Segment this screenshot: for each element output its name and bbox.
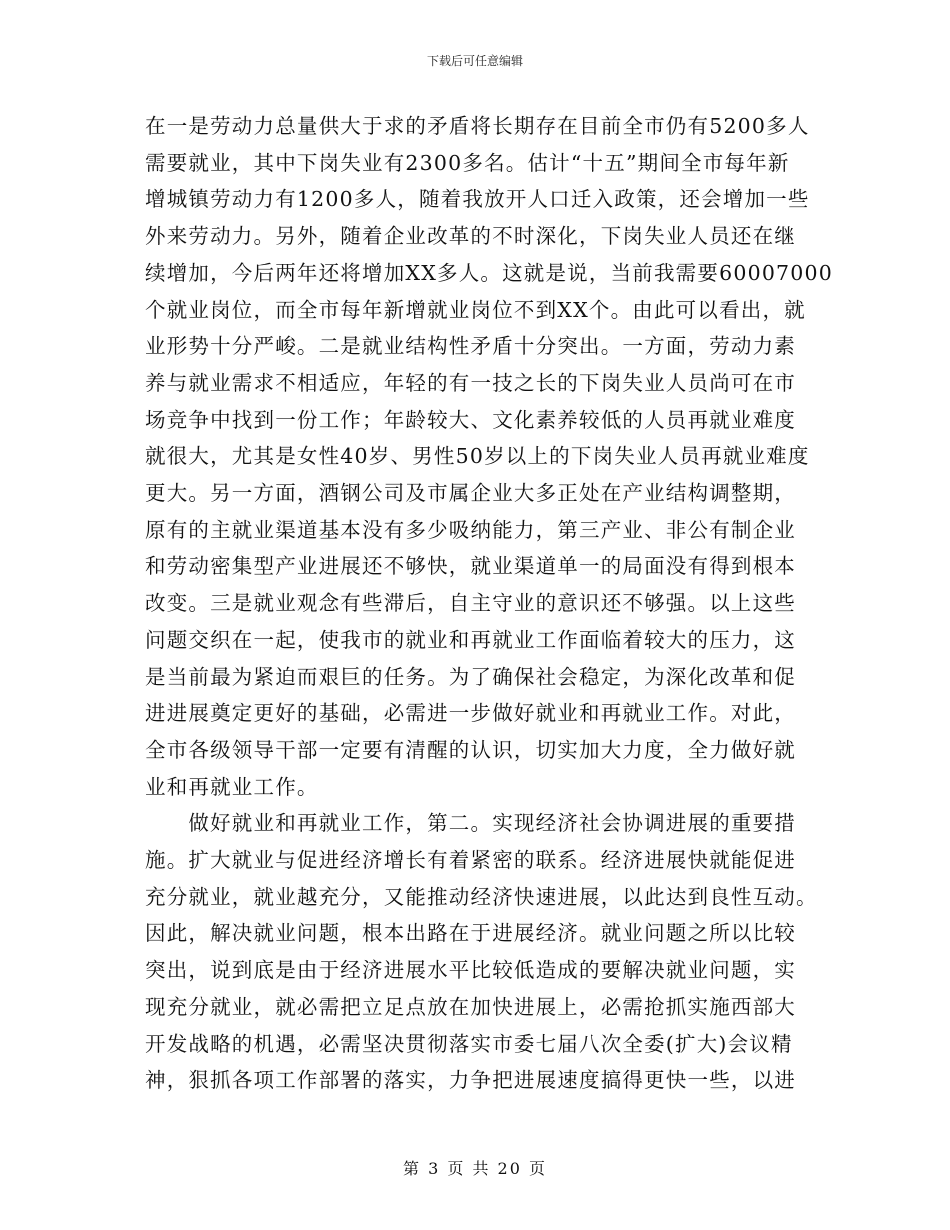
text-line: 问题交织在一起，使我市的就业和再就业工作面临着较大的压力，这	[145, 627, 796, 652]
text-line: 改变。三是就业观念有些滞后，自主守业的意识还不够强。以上这些	[145, 591, 796, 616]
text-line: 在一是劳动力总量供大于求的矛盾将长期存在目前全市仍有5200多人	[145, 114, 810, 138]
text-line: 开发战略的机遇，必需坚决贯彻落实市委七届八次全委(扩大)会议精	[145, 1031, 793, 1056]
text-line: 续增加，今后两年还将增加XX多人。这就是说，当前我需要60007000	[145, 260, 834, 285]
text-line: 个就业岗位，而全市每年新增就业岗位不到XX个。由此可以看出，就	[145, 297, 806, 322]
text-line: 突出，说到底是由于经济进展水平比较低造成的要解决就业问题，实	[145, 958, 796, 983]
page-header: 下载后可任意编辑	[426, 54, 523, 68]
text-line: 业和再就业工作。	[145, 774, 319, 799]
text-line: 全市各级领导干部一定要有清醒的认识，切实加大力度，全力做好就	[145, 737, 796, 762]
text-line: 进进展奠定更好的基础，必需进一步做好就业和再就业工作。对此，	[145, 701, 796, 726]
text-line: 增城镇劳动力有1200多人，随着我放开人口迁入政策，还会增加一些	[145, 187, 810, 212]
text-line: 因此，解决就业问题，根本出路在于进展经济。就业问题之所以比较	[145, 921, 796, 946]
text-line: 就很大，尤其是女性40岁、男性50岁以上的下岗失业人员再就业难度	[145, 444, 810, 469]
text-line: 现充分就业，就必需把立足点放在加快进展上，必需抢抓实施西部大	[145, 994, 796, 1019]
text-line: 外来劳动力。另外，随着企业改革的不时深化，下岗失业人员还在继	[145, 224, 796, 249]
text-line: 充分就业，就业越充分，又能推动经济快速进展，以此达到良性互动。	[145, 884, 818, 909]
text-line: 是当前最为紧迫而艰巨的任务。为了确保社会稳定，为深化改革和促	[145, 664, 796, 689]
text-line: 需要就业，其中下岗失业有2300多名。估计“十五”期间全市每年新	[145, 150, 790, 175]
text-line: 场竞争中找到一份工作；年龄较大、文化素养较低的人员再就业难度	[145, 407, 796, 432]
text-line: 养与就业需求不相适应，年轻的有一技之长的下岗失业人员尚可在市	[145, 370, 796, 395]
text-line: 施。扩大就业与促进经济增长有着紧密的联系。经济进展快就能促进	[145, 848, 796, 872]
text-line: 做好就业和再就业工作，第二。实现经济社会协调进展的重要措	[145, 811, 796, 836]
text-line: 更大。另一方面，酒钢公司及市属企业大多正处在产业结构调整期，	[145, 481, 796, 505]
text-line: 原有的主就业渠道基本没有多少吸纳能力，第三产业、非公有制企业	[145, 517, 796, 542]
text-line: 神，狠抓各项工作部署的落实，力争把进展速度搞得更快一些，以进	[145, 1068, 796, 1093]
page-footer: 第 3 页 共 20 页	[403, 1159, 547, 1178]
text-line: 和劳动密集型产业进展还不够快，就业渠道单一的局面没有得到根本	[145, 554, 796, 579]
text-line: 业形势十分严峻。二是就业结构性矛盾十分突出。一方面，劳动力素	[145, 334, 796, 359]
